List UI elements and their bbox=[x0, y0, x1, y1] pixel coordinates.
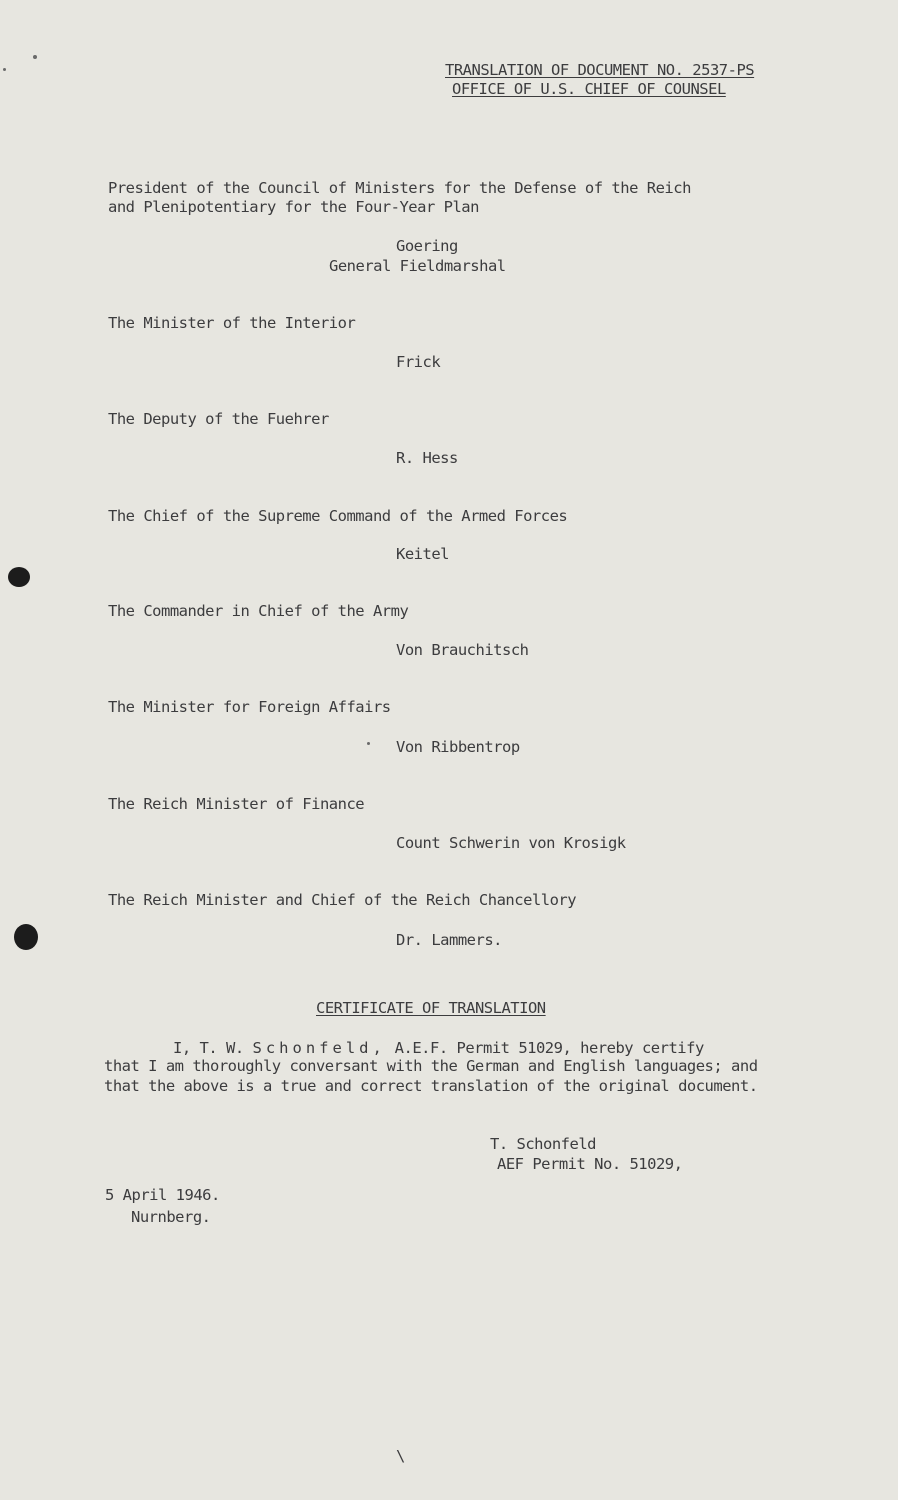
signatory-title: President of the Council of Ministers for the Defense of the Reich bbox=[108, 179, 691, 197]
signatory-rank: General Fieldmarshal bbox=[329, 257, 506, 275]
signatory-title: The Deputy of the Fuehrer bbox=[108, 410, 329, 428]
certificate-heading: CERTIFICATE OF TRANSLATION bbox=[316, 999, 546, 1017]
signatory-name: Count Schwerin von Krosigk bbox=[396, 834, 626, 852]
punch-hole-bottom bbox=[14, 924, 38, 950]
signatory-name: Von Brauchitsch bbox=[396, 641, 529, 659]
signatory-name: R. Hess bbox=[396, 449, 458, 467]
signatory-name: Keitel bbox=[396, 545, 449, 563]
certificate-line-2: that I am thoroughly conversant with the German and English languages; and bbox=[104, 1057, 758, 1075]
translator-signature: T. Schonfeld bbox=[490, 1135, 596, 1153]
signatory-name: Dr. Lammers. bbox=[396, 931, 502, 949]
signatory-name: Von Ribbentrop bbox=[396, 738, 520, 756]
certificate-prefix: I, T. W. bbox=[173, 1039, 244, 1057]
signatory-title-continued: and Plenipotentiary for the Four-Year Plan bbox=[108, 198, 479, 216]
signatory-name: Frick bbox=[396, 353, 441, 371]
translator-permit: AEF Permit No. 51029, bbox=[497, 1155, 683, 1173]
paper-speck bbox=[33, 55, 37, 59]
paper-speck bbox=[367, 742, 370, 745]
certificate-line-3: that the above is a true and correct translation of the original document. bbox=[104, 1077, 758, 1095]
header-office: OFFICE OF U.S. CHIEF OF COUNSEL bbox=[452, 80, 726, 98]
signatory-title: The Minister for Foreign Affairs bbox=[108, 698, 391, 716]
signatory-title: The Reich Minister and Chief of the Reich Chancellory bbox=[108, 891, 577, 909]
document-place: Nurnberg. bbox=[131, 1208, 211, 1226]
signatory-title: The Reich Minister of Finance bbox=[108, 795, 365, 813]
signatory-title: The Minister of the Interior bbox=[108, 314, 356, 332]
signatory-name: Goering bbox=[396, 237, 458, 255]
header-document-number: TRANSLATION OF DOCUMENT NO. 2537-PS bbox=[445, 61, 755, 79]
paper-speck bbox=[3, 68, 6, 71]
certificate-line-1 bbox=[173, 1038, 704, 1058]
punch-hole-top bbox=[8, 567, 30, 587]
signatory-title: The Commander in Chief of the Army bbox=[108, 602, 409, 620]
certificate-permit-text: A.E.F. Permit 51029, hereby certify bbox=[394, 1039, 704, 1057]
document-date: 5 April 1946. bbox=[105, 1186, 220, 1204]
signatory-title: The Chief of the Supreme Command of the Armed Forces bbox=[108, 507, 568, 525]
page-mark: \ bbox=[396, 1447, 405, 1465]
translator-name-spaced: Schonfeld, bbox=[252, 1039, 386, 1057]
